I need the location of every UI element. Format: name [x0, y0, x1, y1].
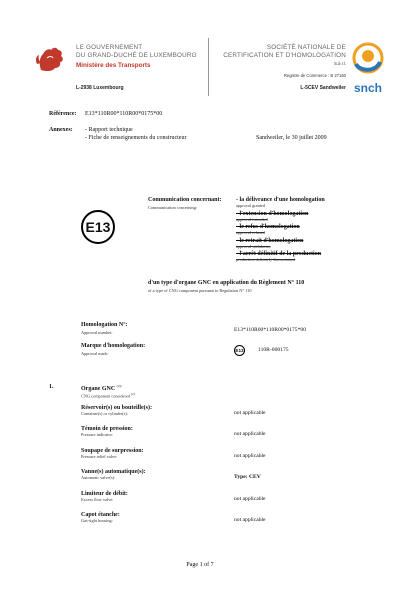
gov-line-2: DU GRAND-DUCHÉ DE LUXEMBOURG	[76, 51, 197, 59]
header-divider	[208, 38, 209, 96]
communication-title-en: Communication concerning:	[148, 205, 198, 210]
e13-mark-text: E13	[85, 219, 111, 235]
e13-mark-large	[81, 210, 115, 244]
component-list	[81, 405, 361, 533]
snch-line-1: SOCIÉTÉ NATIONALE DE	[266, 44, 346, 51]
section-title	[81, 384, 122, 392]
section-title-en-text: CNG component considered	[81, 393, 130, 399]
snch-logo-text: snch	[353, 81, 382, 95]
reference-label: Référence:	[49, 111, 77, 117]
approval-mark-label-en: Approval mark:	[81, 351, 109, 356]
snch-address: L-5CEV Sandweiler	[300, 85, 346, 91]
component-row: Vanne(s) automatique(s): Automatic valve(s): Type: CEV	[81, 469, 261, 481]
government-name	[76, 44, 206, 59]
homologation-number-value: E13*110R00*110R00*0175*00	[234, 327, 306, 333]
annex-item-2: - Fiche de renseignements du constructeur	[85, 135, 187, 141]
approval-mark-value: 110R-000175	[258, 347, 289, 353]
section-number: 1.	[49, 384, 54, 390]
place-date: Sandweiler, le 30 juillet 2009	[256, 135, 327, 141]
annex-item-1: - Rapport technique	[85, 127, 133, 133]
approval-mark-label: Marque d'homologation:	[81, 343, 146, 349]
communication-title: Communication concernant:	[148, 197, 222, 203]
component-row: Témoin de pression: Pressure indicator: not applicable	[81, 426, 266, 438]
component-row: Capot étanche: Gas-tight housing: not applicable	[81, 511, 266, 523]
snch-swirl-icon	[350, 40, 386, 80]
snch-form: S.à r.l.	[334, 61, 346, 66]
annexes-label: Annexes:	[49, 127, 73, 133]
lion-icon	[33, 44, 67, 74]
component-row: Soupape de surpression: Pressure relief valve: not applicable	[81, 447, 266, 459]
component-type-en: of a type of CNG component pursuant to Regulation N° 110	[148, 288, 252, 293]
homologation-number-label: Homologation N°:	[81, 322, 128, 328]
snch-line-2: CERTIFICATION ET D'HOMOLOGATION	[223, 51, 346, 59]
reference-value: E13*110R00*110R00*0175*00	[85, 111, 163, 117]
communication-options	[236, 197, 366, 265]
section-title-en-sup: (2):	[131, 392, 136, 396]
component-row: Réservoir(s) ou bouteille(s): Container(s) or cylinder(s): not applicable	[81, 405, 266, 416]
section-title-text: Organe GNC	[81, 386, 116, 392]
option-extended: - l'extension d'homologation approval extended	[236, 210, 309, 222]
snch-name	[214, 44, 346, 59]
component-row: Limiteur de débit: Excess flow valve: not applicable	[81, 490, 266, 502]
snch-logo	[350, 40, 386, 96]
page-number: Page 1 of 7	[186, 562, 214, 568]
government-logo	[33, 44, 67, 74]
e13-mark-small	[234, 345, 245, 356]
homologation-number-label-en: Approval number:	[81, 330, 113, 335]
e13-small-text: E13	[235, 348, 244, 353]
gov-line-1: LE GOUVERNEMENT	[76, 44, 143, 51]
option-refused: - le refus d'homologation approval refused	[236, 224, 300, 236]
gov-address: L-2938 Luxembourg	[76, 85, 124, 91]
option-discontinued: - l'arrêt définitif de la production production definitely discontinued	[236, 251, 322, 263]
ministry-name: Ministère des Transports	[76, 62, 151, 69]
component-type: d'un type d'organe GNC en application du Règlement N° 110	[148, 280, 305, 286]
registre-commerce: Registre de Commerce : B 27160	[283, 73, 346, 78]
option-withdrawn: - le retrait d'homologation approval withdrawn	[236, 237, 304, 249]
section-title-en	[81, 392, 135, 398]
option-granted: - la délivrance d'une homologation approval granted	[236, 197, 325, 208]
section-title-sup: (2):	[116, 384, 122, 388]
